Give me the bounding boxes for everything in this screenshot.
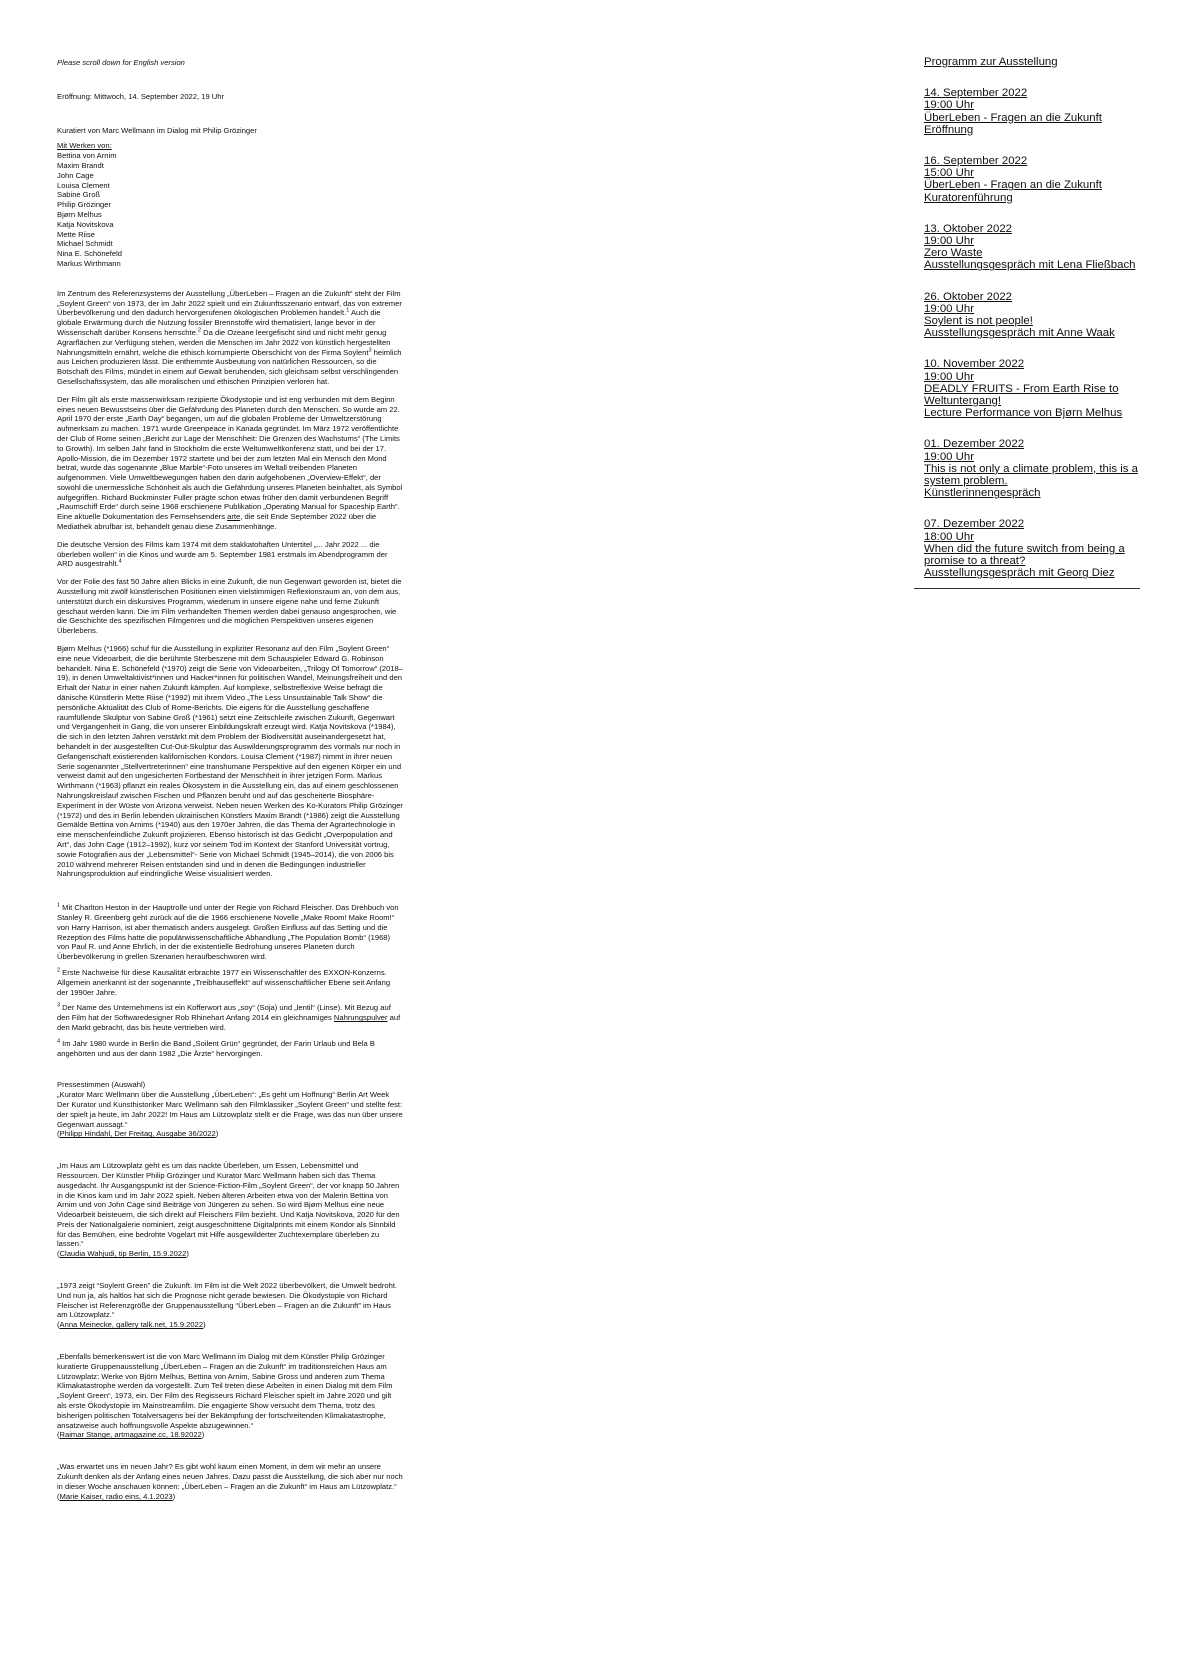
program-sidebar (914, 56, 1140, 589)
artist-item: John Cage (57, 170, 94, 180)
footnote-text: Erste Nachweise für diese Kausalität erbrachte 1977 ein Wissenschaftler des EXXON-Konzerns. Allgemein anerkannt ist der sogenannte „Treibhauseffekt“ auf wissenschaftlicher Ebene seit Anfang der 1990er Jahre. (57, 967, 391, 997)
exhibition-text-column (57, 58, 403, 1523)
event-date: 26. Oktober 2022 (924, 290, 1013, 303)
event-title: This is not only a climate problem, this is a system problem. (924, 462, 1138, 488)
footnote-ref: 1 (346, 307, 350, 314)
event-subtitle: Ausstellungsgespräch mit Anne Waak (924, 327, 1115, 340)
footnote-ref: 3 (368, 347, 372, 353)
quote-source: (Marie Kaiser, radio eins, 4.1.2023) (57, 1491, 176, 1501)
quote-source-link[interactable]: Raimar Stange, artmagazine.cc, 18.92022 (59, 1430, 202, 1440)
artist-item: Philip Grözinger (57, 200, 112, 210)
event-time: 19:00 Uhr (924, 370, 975, 383)
paragraph-exhibition: Vor der Folie des fast 50 Jahre alten Blicks in eine Zukunft, die nun Gegenwart geworden ist, bietet die Ausstellung mit zwölf künstlerischen Positionen einen vielstimmigen Reflexionsraum an, von dem aus, unterstützt durch ein diskursives Programm, wiederum in unsere eigene nahe und ferne Zukunft geschaut werden kann. Die im Film verhandelten Themen werden dabei genauso angesprochen, wie die Geschichte des spezifischen Filmgenres und die möglichen Perspektiven unseres eigenen Überlebens. (57, 577, 402, 636)
quote-source: (Philipp Hindahl, Der Freitag, Ausgabe 36/2022) (57, 1129, 219, 1139)
footnote-text: auf den Markt gebracht, das bis heute vertrieben wird. (57, 1013, 401, 1032)
event-subtitle: Ausstellungsgespräch mit Georg Diez (924, 567, 1115, 580)
footnotes (57, 903, 403, 1058)
event-subtitle: Ausstellungsgespräch mit Lena Fließbach (924, 259, 1136, 272)
quote-source-link[interactable]: Marie Kaiser, radio eins, 4.1.2023 (59, 1491, 173, 1501)
event-subtitle: Eröffnung (924, 123, 974, 136)
press-quote (57, 1281, 403, 1330)
paragraph-german-version (57, 540, 403, 569)
quote-text: „Was erwartet uns im neuen Jahr? Es gibt wohl kaum einen Moment, in dem wir mehr an unsere Zukunft denken als der Anfang eines neuen Jahres. Dazu passt die Ausstellung, die sich aber nur noch in dieser Woche anschauen können: „ÜberLeben – Fragen an die Zukunft“ im Haus am Lützowplatz.“ (57, 1462, 403, 1491)
footnote-number: 1 (57, 902, 61, 909)
quote-text: „1973 zeigt “Soylent Green” die Zukunft. Im Film ist die Welt 2022 überbevölkert, die Umwelt bedroht. Und nun ja, als haltlos hat sich die Prognose nicht gerade bewiesen. Die Ökodystopie von Richard Fleischer ist Referenzgröße der Gruppenausstellung “ÜberLeben – Fragen an die Zukunft” im Haus am Lützowplatz.“ (57, 1281, 398, 1320)
event-subtitle: Künstlerinnengespräch (924, 487, 1041, 500)
text-run: Da die Ozeane leergefischt sind und nicht mehr genug Agrarflächen zur Verfügung stehen, werden die Menschen im Jahr 2022 von künstlich hergestellten Nahrungsmitteln ernährt, welche die ethisch korrumpierte Oberschicht von der Firma Soylent (57, 327, 391, 357)
press-heading: Pressestimmen (Auswahl) (57, 1080, 146, 1090)
quote-text: „Im Haus am Lützowplatz geht es um das nackte Überleben, um Essen, Lebensmittel und Ressourcen. Der Künstler Philip Grözinger und Kurator Marc Wellmann haben sich das Thema ausgedacht. Ihr Ausgangspunkt ist der Science-Fiction-Film „Soylent Green“, der vor knapp 50 Jahren in die Kinos kam und im Jahr 2022 spielt. Neben älteren Arbeiten etwa von der Malerin Bettina von Arnim und von John Cage sind Beiträge von Jüngeren zu sehen. So wird Bjørn Melhus eine neue Videoarbeit beisteuern, die sich direkt auf Fleischers Film bezieht. Und Katja Novitskova, 2020 für den Preis der Nationalgalerie nominiert, zeigt ausgeschnittene Digitalprints mit einem Kondor als Sinnbild für das Bemühen, eine bedrohte Vogelart mit Hilfe ausgewilderter Zuchtexemplare überleben zu lassen.“ (57, 1161, 400, 1249)
footnote-ref: 2 (197, 327, 202, 334)
artist-item: Mette Riise (57, 229, 95, 239)
artist-item: Louisa Clement (57, 180, 110, 190)
event-title: When did the future switch from being a promise to a threat? (924, 542, 1125, 568)
event-time: 19:00 Uhr (924, 302, 975, 315)
press-quote (57, 1462, 403, 1501)
quote-source: (Anna Meinecke, gallery talk.net, 15.9.2022) (57, 1320, 206, 1330)
text-run: heimlich aus Leichen produzieren lässt. Die enthemmte Ausbeutung von natürlichen Ressourcen, so die Botschaft des Films, mündet in einem auf Gewalt beruhenden, sich gleichsam selbst verschlingenden Gesellschaftssystem, das alle moralischen und ethischen Prinzipien verloren hat. (57, 347, 402, 386)
artist-item: Markus Wirthmann (57, 258, 121, 268)
footnote-text: Im Jahr 1980 wurde in Berlin die Band „Soilent Grün“ gegründet, der Farin Urlaub und Bela B angehörten und aus der dann 1982 „Die Ärzte“ hervorgingen. (57, 1038, 375, 1058)
paragraph-context (57, 395, 403, 532)
press-quote (57, 1161, 403, 1259)
event-date: 16. September 2022 (924, 155, 1028, 168)
quote-text: „Ebenfalls bemerkenswert ist die von Marc Wellmann im Dialog mit dem Künstler Philip Grözinger kuratierte Gruppenausstellung „ÜberLeben – Fragen an die Zukunft“ im traditionsreichen Haus am Lützowplatz: Werke von Björn Melhus, Bettina von Arnim, Sabine Gross und anderen zum Thema Klimakatastrophe werden da vorgestellt. Zum Teil treten diese Arbeiten in einen Dialog mit dem Film „Soylent Green“, 1973, ein. Der Film des Regisseurs Richard Fleischer spielt im Jahre 2020 und gilt als erste Ökodystopie im Mainstreamfilm. Die engagierte Show versucht dem Thema, trotz des bisherigen politischen Totalversagens bei der Bekämpfung der fortschreitenden Klimakatastrophe, ansatzweise auch hoffnungsvolle Aspekte abzugewinnen.“ (57, 1352, 393, 1430)
footnote-1 (57, 903, 403, 962)
event-date: 07. Dezember 2022 (924, 518, 1025, 531)
quote-text: „Kurator Marc Wellmann über die Ausstellung „ÜberLeben“: „Es geht um Hoffnung“ Berlin Art Week Der Kurator und Kunsthistoriker Marc Wellmann sah den Filmklassiker „Soylent Green“ und stellte fest: der spielt ja heute, im Jahr 2022! Im Haus am Lützowplatz stellt er die Frage, was das nun über unsere Gegenwart aussagt.“ (57, 1090, 403, 1129)
event-time: 15:00 Uhr (924, 167, 975, 180)
footnote-4 (57, 1039, 403, 1059)
artist-item: Katja Novitskova (57, 219, 114, 229)
program-event[interactable] (924, 358, 1140, 419)
footnote-text: Der Name des Unternehmens ist ein Kofferwort aus „soy“ (Soja) und „lentil“ (Linse). Mit Bezug auf den Film hat der Softwaredesigner Rob Rhinehart Anfang 2014 ein gleichnamiges (57, 1003, 391, 1023)
artist-item: Nina E. Schönefeld (57, 249, 123, 259)
event-time: 19:00 Uhr (924, 450, 975, 463)
event-title: ÜberLeben - Fragen an die Zukunft (924, 111, 1102, 124)
quote-source: (Raimar Stange, artmagazine.cc, 18.92022) (57, 1430, 205, 1440)
event-date: 13. Oktober 2022 (924, 222, 1013, 235)
program-event[interactable] (924, 87, 1140, 136)
artists-list (57, 151, 403, 269)
program-event[interactable] (924, 223, 1140, 272)
scroll-note: Please scroll down for English version (57, 58, 185, 67)
paragraph-intro (57, 289, 403, 387)
footnote-ref: 4 (118, 558, 122, 565)
footnote-number: 2 (57, 967, 61, 974)
event-date: 01. Dezember 2022 (924, 438, 1025, 451)
footnote-3 (57, 1003, 403, 1032)
footnote-text: Mit Charlton Heston in der Hauptrolle und unter der Regie von Richard Fleischer. Das Drehbuch von Stanley R. Greenberg geht zurück auf die die 1966 erschienene Novelle „Make Room! Make Room!“ von Harry Harrison, ist aber thematisch anders ausgelegt. Großen Einfluss auf das Setting und die Rezeption des Films hatte die populärwissenschaftliche Abhandlung „The Population Bomb“ (1968) von Paul R. und Anne Ehrlich, in der die existentielle Bedrohung unseres Planeten durch Überbevölkerung in grellen Szenarien heraufbeschworen wird. (57, 903, 399, 962)
event-date: 10. November 2022 (924, 358, 1025, 371)
text-run: Auch die globale Erwärmung durch die Nutzung fossiler Brennstoffe wird thematisiert, lange bevor in der Wissenschaft darüber Konsens herrschte. (57, 308, 381, 337)
event-date: 14. September 2022 (924, 87, 1028, 100)
text-run: Der Film gilt als erste massenwirksam rezipierte Ökodystopie und ist eng verbunden mit dem Beginn eines neuen Bewusstseins über die Gefährdung des Planeten durch den Menschen. So wurde am 22. April 1970 der erste „Earth Day“ begangen, um auf die globalen Probleme der Umweltzerstörung aufmerksam zu machen. 1971 wurde Greenpeace in Kanada gegründet. Im März 1972 veröffentlichte der Club of Rome seinen „Bericht zur Lage der Menschheit: Die Grenzen des Wachstums“ (The Limits to Growth). Im selben Jahr fand in Stockholm die erste Weltumweltkonferenz statt, und bei der 17. Apollo-Mission, die im Dezember 1972 startete und bei der zum letzten Mal ein Mensch den Mond betrat, wurde das sogenannte „Blue Marble“-Foto unseres im Weltall treibenden Planeten aufgenommen. Viele Umweltbewegungen haben den darin aufgehobenen „Overview-Effekt“, der sowohl die unermessliche Schönheit als auch die Gefährdung unseres Planeten beinhaltet, als Symbol aufgegriffen. Richard Buckminster Fuller prägte schon etwas früher den damit verbundenen Begriff „Raumschiff Erde“ durch seine 1968 erschienene Publikation „Operating Manual for Spaceship Earth“. Eine aktuelle Dokumentation des Fernsehsenders (57, 394, 403, 522)
artist-item: Bjørn Melhus (57, 209, 102, 219)
curator-line: Kuratiert von Marc Wellmann im Dialog mit Philip Grözinger (57, 125, 257, 135)
event-time: 19:00 Uhr (924, 235, 975, 248)
event-title: Soylent is not people! (924, 315, 1033, 328)
event-time: 18:00 Uhr (924, 530, 975, 543)
program-title-link[interactable]: Programm zur Ausstellung (924, 56, 1058, 68)
quote-source: (Claudia Wahjudi, tip Berlin, 15.9.2022) (57, 1249, 189, 1259)
event-title: ÜberLeben - Fragen an die Zukunft (924, 179, 1102, 192)
quote-source-link[interactable]: Claudia Wahjudi, tip Berlin, 15.9.2022 (59, 1249, 187, 1259)
program-event[interactable] (924, 438, 1140, 499)
quote-source-link[interactable]: Anna Meinecke, gallery talk.net, 15.9.2022 (59, 1320, 204, 1330)
text-run: Im Zentrum des Referenzsystems der Ausstellung „ÜberLeben – Fragen an die Zukunft“ steht der Film „Soylent Green“ von 1973, der im Jahr 2022 spielt und ein Zukunftsszenario entwarf, das von extremer Überbevölkerung und den dadurch hervorgerufenen ökologischen Problemen handelt. (57, 288, 402, 318)
event-time: 19:00 Uhr (924, 99, 975, 112)
footnote-2 (57, 968, 403, 997)
divider (914, 588, 1140, 589)
text-run: , die seit Ende September 2022 über die Mediathek abrufbar ist, behandelt genau diese Zusammenhänge. (57, 512, 377, 532)
program-event[interactable] (924, 518, 1140, 579)
event-subtitle: Kuratorenführung (924, 191, 1013, 204)
footnote-number: 4 (57, 1038, 61, 1045)
opening-date: Eröffnung: Mittwoch, 14. September 2022, 19 Uhr (57, 91, 225, 101)
artists-heading: Mit Werken von: (57, 141, 112, 151)
program-event[interactable] (924, 155, 1140, 204)
event-title: Zero Waste (924, 247, 983, 260)
arte-link[interactable]: arte (227, 512, 241, 522)
nahrungspulver-link[interactable]: Nahrungspulver (333, 1013, 388, 1023)
artist-item: Maxim Brandt (57, 160, 104, 170)
press-quote (57, 1352, 403, 1440)
press-quote (57, 1090, 403, 1139)
artist-item: Michael Schmidt (57, 239, 113, 249)
text-run: Die deutsche Version des Films kam 1974 mit dem stakkatohaften Untertitel „... Jahr 2022 ... die überleben wollen“ in die Kinos und wurde am 5. September 1981 erstmals im Abendprogramm der ARD ausgestrahlt. (57, 539, 388, 569)
program-event[interactable] (924, 291, 1140, 340)
paragraph-artists: Bjørn Melhus (*1966) schuf für die Ausstellung in expliziter Resonanz auf den Film „Soylent Green“ eine neue Videoarbeit, die die berühmte Sterbeszene mit dem Schauspieler Edward G. Robinson behandelt. Nina E. Schönefeld (*1970) zeigt die Serie von Videoarbeiten, „Trilogy Of Tomorrow“ (2018–19), in denen Umweltaktivist*innen und Hacker*innen für politischen Wandel, Meinungsfreiheit und den Erhalt der Natur in einer nahen Zukunft kämpfen. Auf komplexe, selbstreflexive Weise befragt die dänische Künstlerin Mette Riise (*1992) mit ihrem Video „The Less Unsustainable Talk Show“ die persönliche Aktualität des Club of Rome-Berichts. Die eigens für die Ausstellung geschaffene raumfüllende Skulptur von Sabine Groß (*1961) setzt eine Zeitschleife zwischen Zukunft, Gegenwart und Vergangenheit in Gang, die von unserer Einbildungskraft erzeugt wird. Katja Novitskova (*1984), die sich in den letzten Jahren verstärkt mit dem Problem der Biodiversität auseinandergesetzt hat, behandelt in der ausgestellten Cut-Out-Skulptur das Auswilderungsprogramm des vormals nur noch in Gefangenschaft existierenden kalifornischen Kondors. Louisa Clement (*1987) nimmt in ihrer neuen Serie sogenannter „Stellvertreterinnen“ eine transhumane Perspektive auf den eigenen Körper ein und verweist damit auf den ungesicherten Fortbestand der Menschheit in ihrer jetzigen Form. Markus Wirthmann (*1963) pflanzt ein reales Ökosystem in die Ausstellung ein, das auf einem geschlossenen Nahrungskreislauf zwischen Fischen und Pflanzen beruht und auf das gescheiterte Biosphäre-Experiment in der Wüste von Arizona verweist. Neben neuen Werken des Ko-Kurators Philip Grözinger (*1972) und des in Berlin lebenden ukrainischen Künstlers Maxim Brandt (*1986) zeigt die Ausstellung Gemälde Bettina von Arnims (*1940) aus den 1970er Jahren, die das Thema der Agrartechnologie in eine menschenfeindliche Zukunft projizieren. Ebenso historisch ist das Gedicht „Overpopulation and Art“, das John Cage (1912–1992), kurz vor seinem Tod im Kontext der Stanford Universität vortrug, sowie Fotografien aus der „Lebensmittel“- Serie von Michael Schmidt (1945–2014), die von 2006 bis 2010 während mehrerer Reisen entstanden sind und in denen die Bedingungen industrieller Nahrungsproduktion auf eindringliche Weise visualisiert werden. (57, 644, 403, 879)
footnote-number: 3 (57, 1002, 61, 1009)
event-title: DEADLY FRUITS - From Earth Rise to Weltuntergang! (924, 382, 1119, 408)
artist-item: Sabine Groß (57, 190, 101, 200)
quote-source-link[interactable]: Philipp Hindahl, Der Freitag, Ausgabe 36/2022 (59, 1129, 216, 1139)
event-subtitle: Lecture Performance von Bjørn Melhus (924, 407, 1123, 420)
artist-item: Bettina von Arnim (57, 151, 117, 161)
